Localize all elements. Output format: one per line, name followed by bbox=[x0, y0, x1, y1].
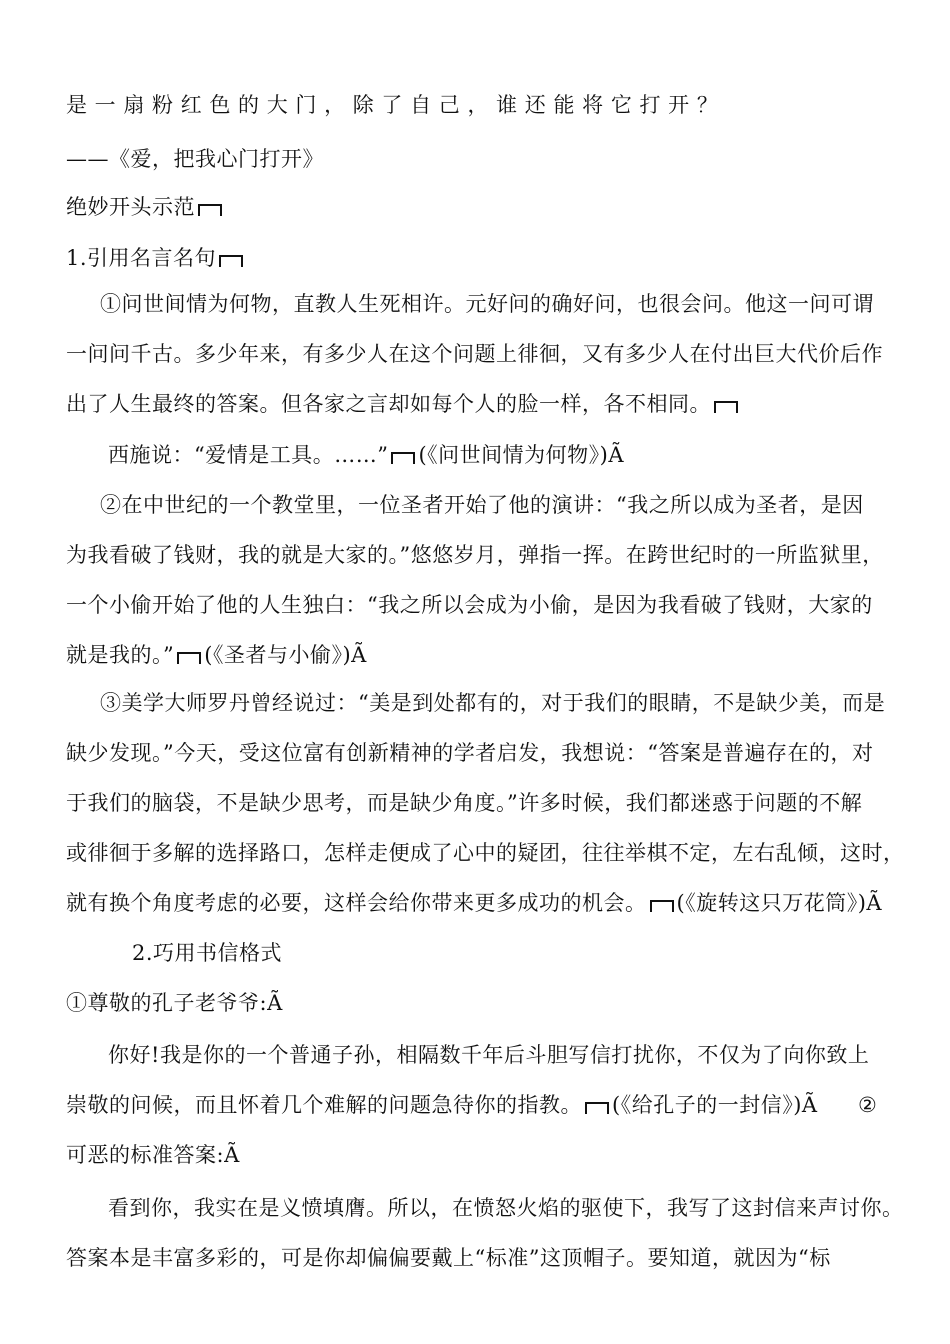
text-line bbox=[108, 440, 898, 470]
source-citation: (《旋转这只万花筒》)Ã bbox=[676, 891, 883, 915]
text-line: ②在中世纪的一个教堂里，一位圣者开始了他的演讲：“我之所以成为圣者，是因 bbox=[100, 493, 864, 517]
heading-text: 1.引用名言名句 bbox=[66, 246, 217, 270]
section-heading bbox=[66, 192, 896, 222]
text-line bbox=[66, 640, 896, 670]
text-line: 缺少发现。”今天，受这位富有创新精神的学者启发，我想说：“答案是普遍存在的，对 bbox=[66, 741, 874, 765]
text-line: 或徘徊于多解的选择路口，怎样走便成了心中的疑团，往往举棋不定，左右乱倾，这时， bbox=[66, 841, 905, 865]
text-line bbox=[66, 1090, 896, 1120]
text-line: ①问世间情为何物，直教人生死相许。元好问的确好问，也很会问。他这一问可谓 bbox=[100, 292, 874, 316]
source-citation: (《给孔子的一封信》)Ã bbox=[612, 1093, 818, 1117]
subsection-heading bbox=[66, 243, 896, 273]
line-text: 出了人生最终的答案。但各家之言却如每个人的脸一样，各不相同。 bbox=[66, 392, 711, 416]
text-line: ③美学大师罗丹曾经说过：“美是到处都有的，对于我们的眼睛，不是缺少美，而是 bbox=[100, 691, 886, 715]
line-text: 西施说：“爱情是工具。……” bbox=[108, 443, 389, 467]
bracket-mark-icon bbox=[198, 204, 222, 216]
letter-salutation: 可恶的标准答案:Ã bbox=[66, 1143, 240, 1167]
bracket-mark-icon bbox=[219, 255, 243, 267]
subsection-heading: 2.巧用书信格式 bbox=[132, 941, 283, 965]
text-line: 一问问千古。多少年来，有多少人在这个问题上徘徊，又有多少人在付出巨大代价后作 bbox=[66, 342, 883, 366]
bracket-mark-icon bbox=[585, 1102, 609, 1114]
text-line: 看到你，我实在是义愤填膺。所以，在愤怒火焰的驱使下，我写了这封信来声讨你。 bbox=[108, 1196, 904, 1220]
letter-salutation: ①尊敬的孔子老爷爷:Ã bbox=[66, 991, 283, 1015]
text-line: 是 一 扇 粉 红 色 的 大 门 ， 除 了 自 己 ， 谁 还 能 将 它 打 开 ？ bbox=[66, 93, 719, 117]
text-line: 答案本是丰富多彩的，可是你却偏偏要戴上“标准”这顶帽子。要知道，就因为“标 bbox=[66, 1246, 831, 1270]
text-line: 为我看破了钱财，我的就是大家的。”悠悠岁月，弹指一挥。在跨世纪时的一所监狱里， bbox=[66, 543, 884, 567]
bracket-mark-icon bbox=[650, 900, 674, 912]
source-citation: (《问世间情为何物》)Ã bbox=[418, 443, 625, 467]
text-line: 你好!我是你的一个普通子孙，相隔数千年后斗胆写信打扰你，不仅为了向你致上 bbox=[108, 1043, 870, 1067]
text-line bbox=[66, 389, 896, 419]
bracket-mark-icon bbox=[714, 401, 738, 413]
source-citation: (《圣者与小偷》)Ã bbox=[204, 643, 367, 667]
line-text: 就是我的。” bbox=[66, 643, 175, 667]
text-line bbox=[66, 888, 896, 918]
bracket-mark-icon bbox=[391, 452, 415, 464]
heading-text: 绝妙开头示范 bbox=[66, 195, 195, 219]
text-line: 于我们的脑袋，不是缺少思考，而是缺少角度。”许多时候，我们都迷惑于问题的不解 bbox=[66, 791, 863, 815]
line-text: 就有换个角度考虑的必要，这样会给你带来更多成功的机会。 bbox=[66, 891, 647, 915]
text-line: 一个小偷开始了他的人生独白：“我之所以会成为小偷，是因为我看破了钱财，大家的 bbox=[66, 593, 873, 617]
text-line: ——《爱，把我心门打开》 bbox=[66, 147, 324, 171]
item-number: ② bbox=[858, 1093, 878, 1117]
line-text: 崇敬的问候，而且怀着几个难解的问题急待你的指教。 bbox=[66, 1093, 582, 1117]
bracket-mark-icon bbox=[177, 652, 201, 664]
